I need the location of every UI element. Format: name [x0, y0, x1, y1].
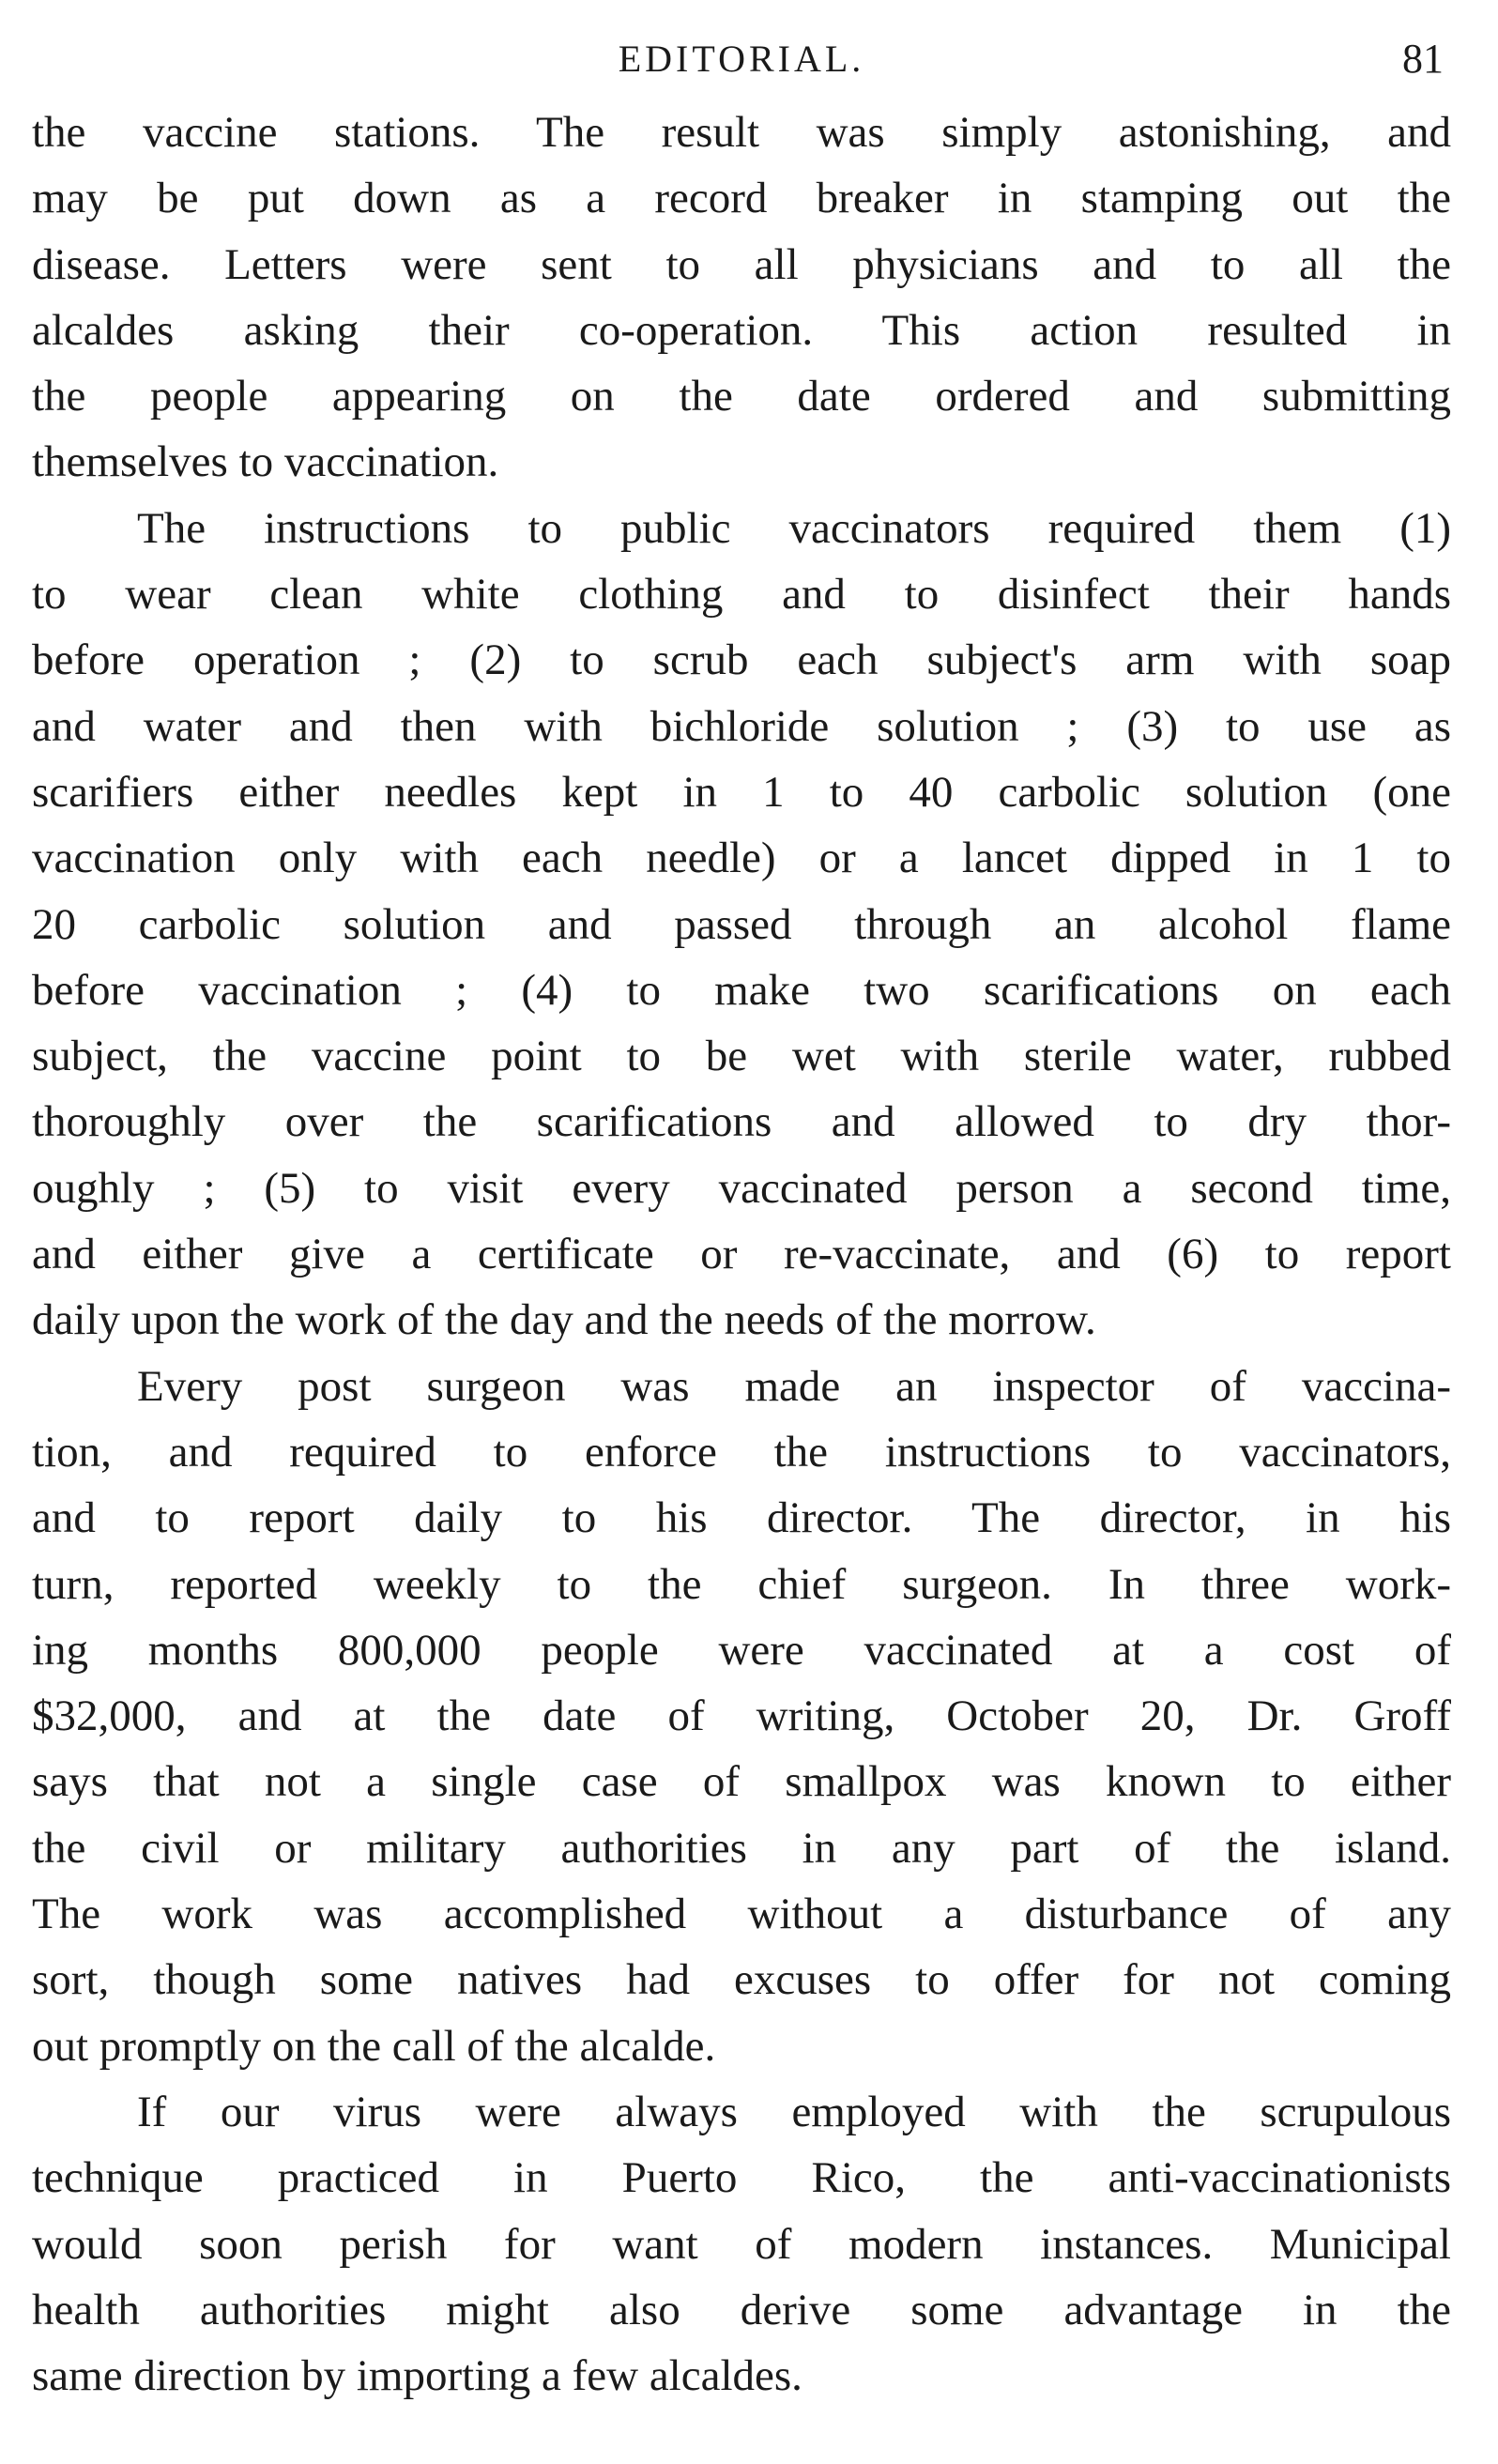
running-head-title: EDITORIAL. — [618, 38, 865, 80]
text-line: themselves to vaccination. — [32, 437, 499, 487]
text-line: vaccination only with each needle) or a lancet dipped in 1 to — [32, 834, 1451, 883]
text-line: oughly ; (5) to visit every vaccinated person a second time, — [32, 1163, 1451, 1213]
book-page — [32, 0, 1451, 2464]
text-line: would soon perish for want of modern instances. Municipal — [32, 2219, 1451, 2269]
text-line: to wear clean white clothing and to disinfect their hands — [32, 570, 1451, 620]
text-line: ing months 800,000 people were vaccinated at a cost of — [32, 1625, 1451, 1675]
text-line: the civil or military authorities in any part of the island. — [32, 1823, 1451, 1873]
text-line: and to report daily to his director. The director, in his — [32, 1493, 1451, 1543]
page-number: 81 — [1402, 36, 1444, 82]
text-line: technique practiced in Puerto Rico, the anti-vaccinationists — [32, 2153, 1451, 2203]
text-line: and water and then with bichloride solution ; (3) to use as — [32, 701, 1451, 751]
text-line: same direction by importing a few alcaldes. — [32, 2351, 802, 2401]
text-line: turn, reported weekly to the chief surgeon. In three work- — [32, 1559, 1451, 1609]
text-line: The instructions to public vaccinators required them (1) — [137, 503, 1451, 553]
text-line: alcaldes asking their co-operation. This action resulted in — [32, 305, 1451, 355]
text-line: sort, though some natives had excuses to offer for not coming — [32, 1955, 1451, 2005]
text-line: health authorities might also derive some advantage in the — [32, 2285, 1451, 2334]
text-line: before vaccination ; (4) to make two scarifications on each — [32, 965, 1451, 1015]
text-line: 20 carbolic solution and passed through an alcohol flame — [32, 899, 1451, 949]
text-line: tion, and required to enforce the instructions to vaccinators, — [32, 1427, 1451, 1477]
text-line: The work was accomplished without a disturbance of any — [32, 1890, 1451, 1939]
text-line: daily upon the work of the day and the needs of the morrow. — [32, 1295, 1096, 1345]
running-head — [32, 26, 1451, 92]
text-line: thoroughly over the scarifications and allowed to dry thor- — [32, 1097, 1451, 1147]
text-line: subject, the vaccine point to be wet with sterile water, rubbed — [32, 1032, 1451, 1081]
text-line: the vaccine stations. The result was simply astonishing, and — [32, 108, 1451, 157]
text-line: If our virus were always employed with the scrupulous — [137, 2087, 1451, 2136]
text-line: $32,000, and at the date of writing, October 20, Dr. Groff — [32, 1691, 1451, 1741]
text-line: scarifiers either needles kept in 1 to 40 carbolic solution (one — [32, 767, 1451, 817]
text-line: out promptly on the call of the alcalde. — [32, 2021, 716, 2071]
text-line: and either give a certificate or re-vaccinate, and (6) to report — [32, 1230, 1451, 1279]
text-line: disease. Letters were sent to all physicians and to all the — [32, 239, 1451, 289]
text-line: Every post surgeon was made an inspector of vaccina- — [137, 1361, 1451, 1411]
text-line: the people appearing on the date ordered and submitting — [32, 372, 1451, 421]
text-line: before operation ; (2) to scrub each subject's arm with soap — [32, 635, 1451, 685]
text-line: may be put down as a record breaker in stamping out the — [32, 174, 1451, 223]
text-line: says that not a single case of smallpox was known to either — [32, 1757, 1451, 1807]
body-text — [32, 99, 1451, 2409]
